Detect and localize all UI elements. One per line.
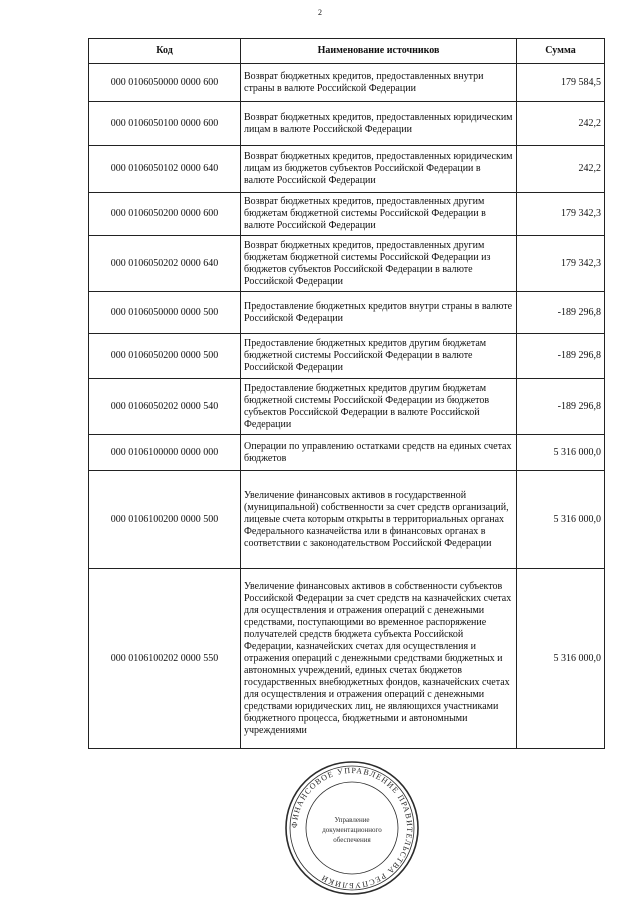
table-row [89, 435, 605, 471]
row-name: Предоставление бюджетных кредитов внутри страны в валюте Российской Федерации [241, 292, 517, 334]
row-name: Предоставление бюджетных кредитов другим бюджетам бюджетной системы Российской Федерации в валюте Российской Федерации [241, 334, 517, 379]
table-row [89, 236, 605, 292]
page-number: 2 [318, 8, 322, 17]
table-row [89, 64, 605, 102]
table-row [89, 146, 605, 193]
column-header-sum: Сумма [517, 39, 605, 64]
row-sum: 242,2 [517, 146, 605, 193]
row-sum: -189 296,8 [517, 334, 605, 379]
table-row [89, 292, 605, 334]
row-code: 000 0106050000 0000 600 [89, 64, 241, 102]
column-header-code: Код [89, 39, 241, 64]
seal-center-line-1: Управление [334, 816, 370, 824]
table-row [89, 193, 605, 236]
row-code: 000 0106050000 0000 500 [89, 292, 241, 334]
row-code: 000 0106050202 0000 640 [89, 236, 241, 292]
table-row [89, 569, 605, 749]
seal-ring-text-path: ФИНАНСОВОЕ УПРАВЛЕНИЕ ПРАВИТЕЛЬСТВА РЕСПУБЛИКИ [289, 765, 415, 891]
row-sum: 5 316 000,0 [517, 471, 605, 569]
row-sum: 5 316 000,0 [517, 569, 605, 749]
row-code: 000 0106050202 0000 540 [89, 379, 241, 435]
row-name: Возврат бюджетных кредитов, предоставленных внутри страны в валюте Российской Федерации [241, 64, 517, 102]
row-sum: -189 296,8 [517, 292, 605, 334]
sources-table [88, 38, 605, 749]
row-name: Операции по управлению остатками средств на единых счетах бюджетов [241, 435, 517, 471]
row-code: 000 0106100000 0000 000 [89, 435, 241, 471]
row-sum: 179 584,5 [517, 64, 605, 102]
row-sum: 5 316 000,0 [517, 435, 605, 471]
row-name: Увеличение финансовых активов в государственной (муниципальной) собственности за счет средств организаций, лицевые счета которым открыты в территориальных органах Федерального казначейства или в финансовых органах в соответствии с законодательством Российской Федерации [241, 471, 517, 569]
row-code: 000 0106050200 0000 500 [89, 334, 241, 379]
row-name: Увеличение финансовых активов в собственности субъектов Российской Федерации за счет средств на казначейских счетах для осуществления и отражения операций с денежными средствами, поступающими во временное распоряжение получателей средств бюджета субъекта Российской Федерации, казначейских счетах для осуществления и отражения операций с денежными средствами бюджетных и автономных учреждений, единых счетах бюджетов государственных внебюджетных фондов, казначейских счетах для осуществления и отражения операций с денежными средствами юридических лиц, не являющихся участниками бюджетного процесса, бюджетными и автономными учреждениями [241, 569, 517, 749]
row-sum: 242,2 [517, 102, 605, 146]
row-code: 000 0106050100 0000 600 [89, 102, 241, 146]
column-header-name: Наименование источников [241, 39, 517, 64]
table-header-row [89, 39, 605, 64]
row-code: 000 0106050102 0000 640 [89, 146, 241, 193]
table-row [89, 379, 605, 435]
row-code: 000 0106100202 0000 550 [89, 569, 241, 749]
official-seal [284, 760, 420, 896]
table-row [89, 471, 605, 569]
row-code: 000 0106100200 0000 500 [89, 471, 241, 569]
row-code: 000 0106050200 0000 600 [89, 193, 241, 236]
table-row [89, 102, 605, 146]
row-sum: 179 342,3 [517, 236, 605, 292]
row-name: Возврат бюджетных кредитов, предоставленных другим бюджетам бюджетной системы Российской Федерации из бюджетов субъектов Российской Федерации в валюте Российской Федерации [241, 236, 517, 292]
row-sum: 179 342,3 [517, 193, 605, 236]
seal-center-line-2: документационного [322, 826, 382, 834]
table-row [89, 334, 605, 379]
row-name: Возврат бюджетных кредитов, предоставленных другим бюджетам бюджетной системы Российской Федерации в валюте Российской Федерации [241, 193, 517, 236]
seal-center-line-3: обеспечения [333, 836, 371, 844]
row-sum: -189 296,8 [517, 379, 605, 435]
row-name: Возврат бюджетных кредитов, предоставленных юридическим лицам в валюте Российской Федерации [241, 102, 517, 146]
row-name: Предоставление бюджетных кредитов другим бюджетам бюджетной системы Российской Федерации из бюджетов субъектов Российской Федерации в валюте Российской Федерации [241, 379, 517, 435]
row-name: Возврат бюджетных кредитов, предоставленных юридическим лицам из бюджетов субъектов Российской Федерации в валюте Российской Федерации [241, 146, 517, 193]
